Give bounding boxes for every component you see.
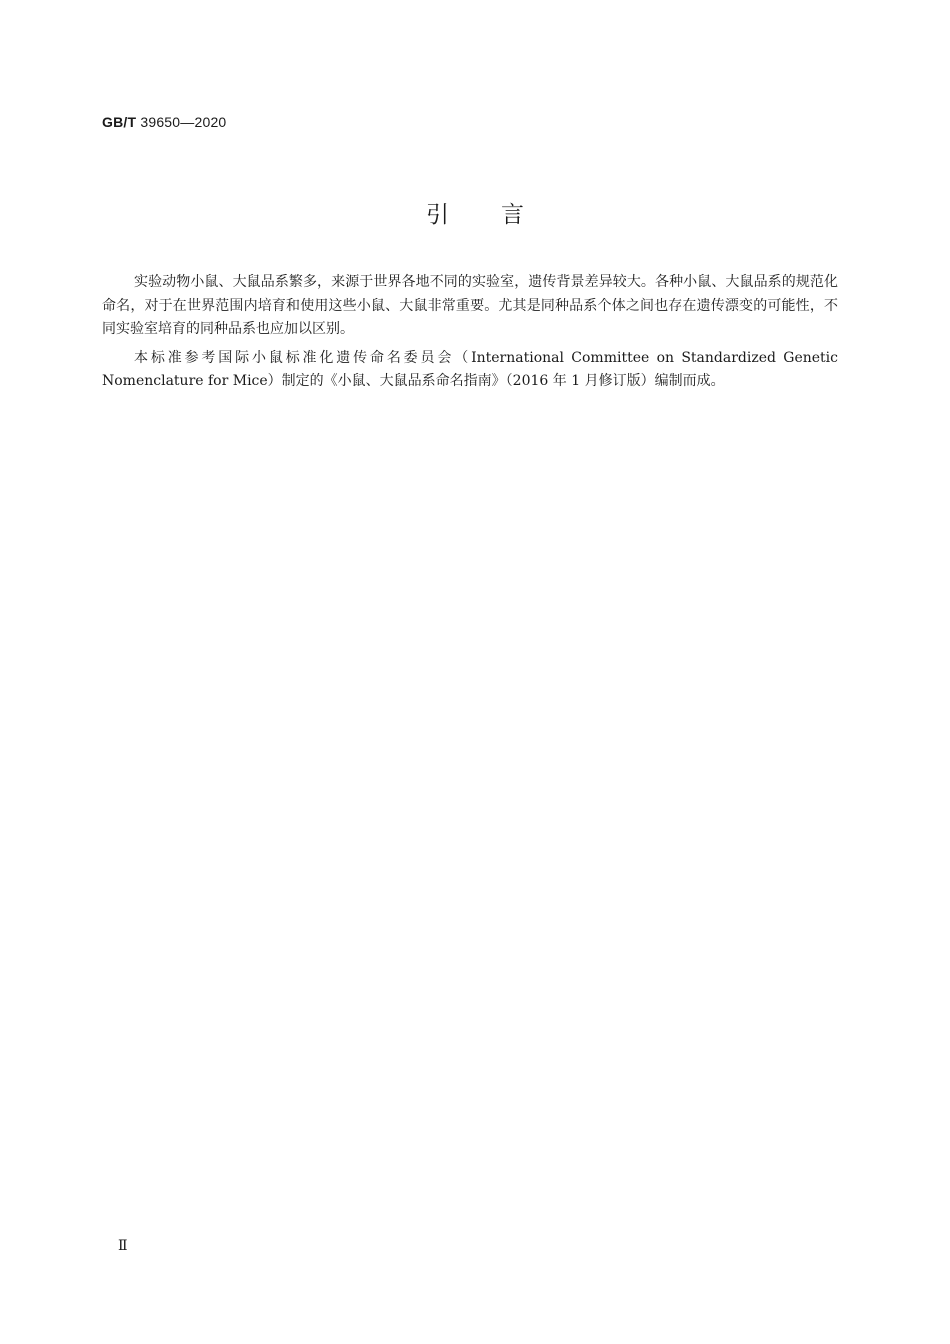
title-char-2: 言 (501, 202, 524, 228)
paragraph-2: 本标准参考国际小鼠标准化遗传命名委员会（International Committee on Standardized Genetic Nomenclature for Mice）制定的《小鼠、大鼠品系命名指南》（2016 年 1 月修订版）编制而成。 (102, 349, 838, 389)
standard-prefix: GB/T (102, 114, 137, 130)
title-char-1: 引 (426, 202, 449, 228)
standard-code-header (102, 114, 226, 130)
standard-number: 39650—2020 (140, 114, 227, 130)
paragraph-1: 实验动物小鼠、大鼠品系繁多，来源于世界各地不同的实验室，遗传背景差异较大。各种小鼠、大鼠品系的规范化命名，对于在世界范围内培育和使用这些小鼠、大鼠非常重要。尤其是同种品系个体之间也存在遗传漂变的可能性，不同实验室培育的同种品系也应加以区别。 (102, 274, 838, 337)
page-number: Ⅱ (118, 1238, 128, 1254)
section-title (0, 196, 950, 229)
introduction-body (102, 271, 838, 394)
